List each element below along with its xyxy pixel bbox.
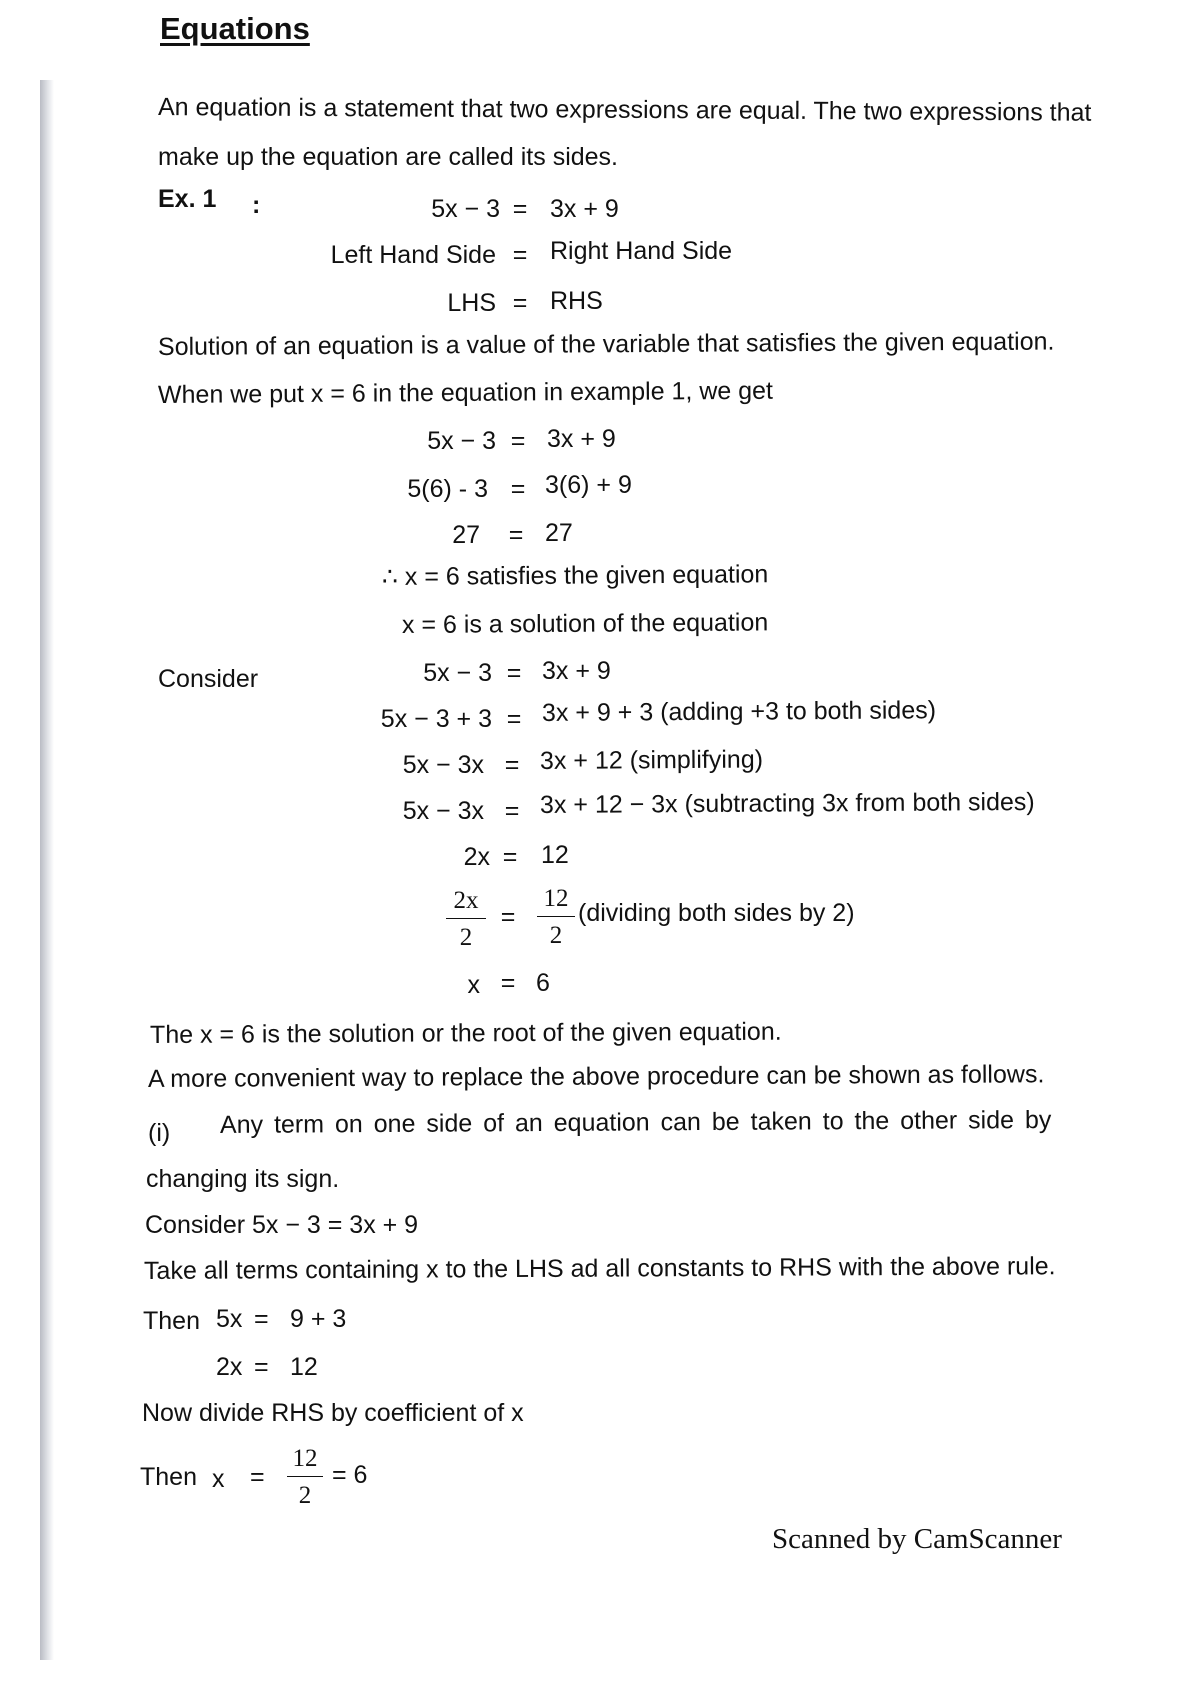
step-2-eq: =: [506, 705, 522, 733]
example-row-1-rhs: 3x + 9: [550, 195, 619, 223]
final-line-eq: =: [250, 1463, 265, 1491]
page-title: Equations: [160, 11, 310, 46]
example-row-3-lhs: LHS: [447, 289, 496, 317]
fraction-lhs-numerator: 2x: [446, 886, 486, 919]
step-1-eq: =: [506, 659, 522, 687]
example-label: Ex. 1: [158, 185, 217, 213]
consider-equation: Consider 5x − 3 = 3x + 9: [145, 1211, 419, 1239]
check-row-2-lhs: 5(6) - 3: [407, 475, 488, 503]
check-row-1-eq: =: [510, 427, 526, 455]
step-5-lhs: 2x: [463, 843, 490, 871]
then-row-1-lhs: 5x: [216, 1305, 243, 1333]
rule-text: Any term on one side of an equation can be taken to the other side by: [219, 1105, 1052, 1139]
then-row-1-rhs: 9 + 3: [290, 1305, 347, 1333]
final-step-lhs: x: [467, 971, 480, 999]
conclusion-line-1: ∴ x = 6 satisfies the given equation: [381, 560, 769, 591]
example-row-3-rhs: RHS: [550, 287, 603, 315]
example-row-2-eq: =: [512, 241, 528, 269]
final-line-label: Then: [140, 1463, 197, 1491]
check-row-3-eq: =: [508, 521, 524, 549]
rule-marker: (i): [148, 1119, 171, 1147]
step-1-lhs: 5x − 3: [423, 659, 492, 687]
example-row-2-lhs: Left Hand Side: [330, 241, 496, 269]
take-terms-text: Take all terms containing x to the LHS ad all constants to RHS with the above rule.: [143, 1252, 1056, 1285]
check-row-2-rhs: 3(6) + 9: [545, 471, 632, 499]
final-line-fraction: [287, 1444, 323, 1511]
fraction-rhs: [537, 884, 575, 951]
then-row-2-lhs: 2x: [216, 1353, 243, 1381]
example-row-3-eq: =: [512, 289, 528, 317]
final-line-var: x: [212, 1465, 225, 1493]
intro-line-1: An equation is a statement that two expressions are equal. The two expressions that: [157, 93, 1092, 127]
example-row-2-rhs: Right Hand Side: [550, 237, 733, 265]
consider-label: Consider: [158, 665, 259, 693]
fraction-lhs: [446, 886, 486, 953]
solution-line-1: Solution of an equation is a value of the variable that satisfies the given equation.: [157, 327, 1055, 361]
then-row-1-eq: =: [254, 1305, 269, 1333]
step-4-lhs: 5x − 3x: [402, 797, 484, 825]
check-row-3-rhs: 27: [545, 519, 573, 547]
check-row-1-lhs: 5x − 3: [427, 427, 496, 455]
final-step-rhs: 6: [536, 969, 550, 997]
step-5-rhs: 12: [541, 841, 569, 869]
then-row-1-label: Then: [143, 1307, 200, 1335]
step-4-rhs: 3x + 12 − 3x (subtracting 3x from both sides): [539, 787, 1035, 819]
fraction-rhs-denominator: 2: [549, 922, 563, 949]
check-row-1-rhs: 3x + 9: [547, 425, 616, 453]
example-colon: :: [252, 191, 261, 219]
example-row-1-eq: =: [512, 195, 528, 223]
final-line-denominator: 2: [298, 1482, 312, 1509]
convenient-text: A more convenient way to replace the above procedure can be shown as follows.: [147, 1060, 1045, 1093]
then-row-2-eq: =: [254, 1353, 269, 1381]
example-row-1-lhs: 5x − 3: [431, 195, 500, 223]
step-3-eq: =: [504, 751, 520, 779]
scan-edge-shadow: [40, 80, 54, 1660]
fraction-rhs-numerator: 12: [537, 884, 575, 917]
intro-line-2: make up the equation are called its sides.: [158, 143, 618, 171]
then-row-2-rhs: 12: [290, 1353, 318, 1381]
divide-text: Now divide RHS by coefficient of x: [142, 1399, 524, 1427]
step-2-rhs: 3x + 9 + 3 (adding +3 to both sides): [541, 696, 937, 727]
step-2-lhs: 5x − 3 + 3: [380, 705, 492, 733]
step-3-lhs: 5x − 3x: [402, 751, 484, 779]
scanner-stamp: Scanned by CamScanner: [772, 1523, 1062, 1555]
check-row-3-lhs: 27: [452, 521, 480, 549]
final-step-eq: =: [500, 969, 516, 997]
rule-continuation: changing its sign.: [146, 1165, 340, 1193]
step-1-rhs: 3x + 9: [542, 657, 611, 685]
step-4-eq: =: [504, 797, 520, 825]
root-text: The x = 6 is the solution or the root of the given equation.: [149, 1017, 782, 1049]
fraction-note: (dividing both sides by 2): [578, 899, 855, 927]
final-line-result: = 6: [332, 1461, 368, 1489]
check-row-2-eq: =: [510, 475, 526, 503]
fraction-lhs-denominator: 2: [459, 924, 473, 951]
final-line-numerator: 12: [287, 1444, 323, 1477]
step-3-rhs: 3x + 12 (simplifying): [539, 745, 764, 775]
step-5-eq: =: [502, 843, 518, 871]
conclusion-line-2: x = 6 is a solution of the equation: [401, 608, 769, 639]
fraction-eq: =: [500, 903, 516, 931]
solution-line-2: When we put x = 6 in the equation in example 1, we get: [157, 376, 774, 409]
